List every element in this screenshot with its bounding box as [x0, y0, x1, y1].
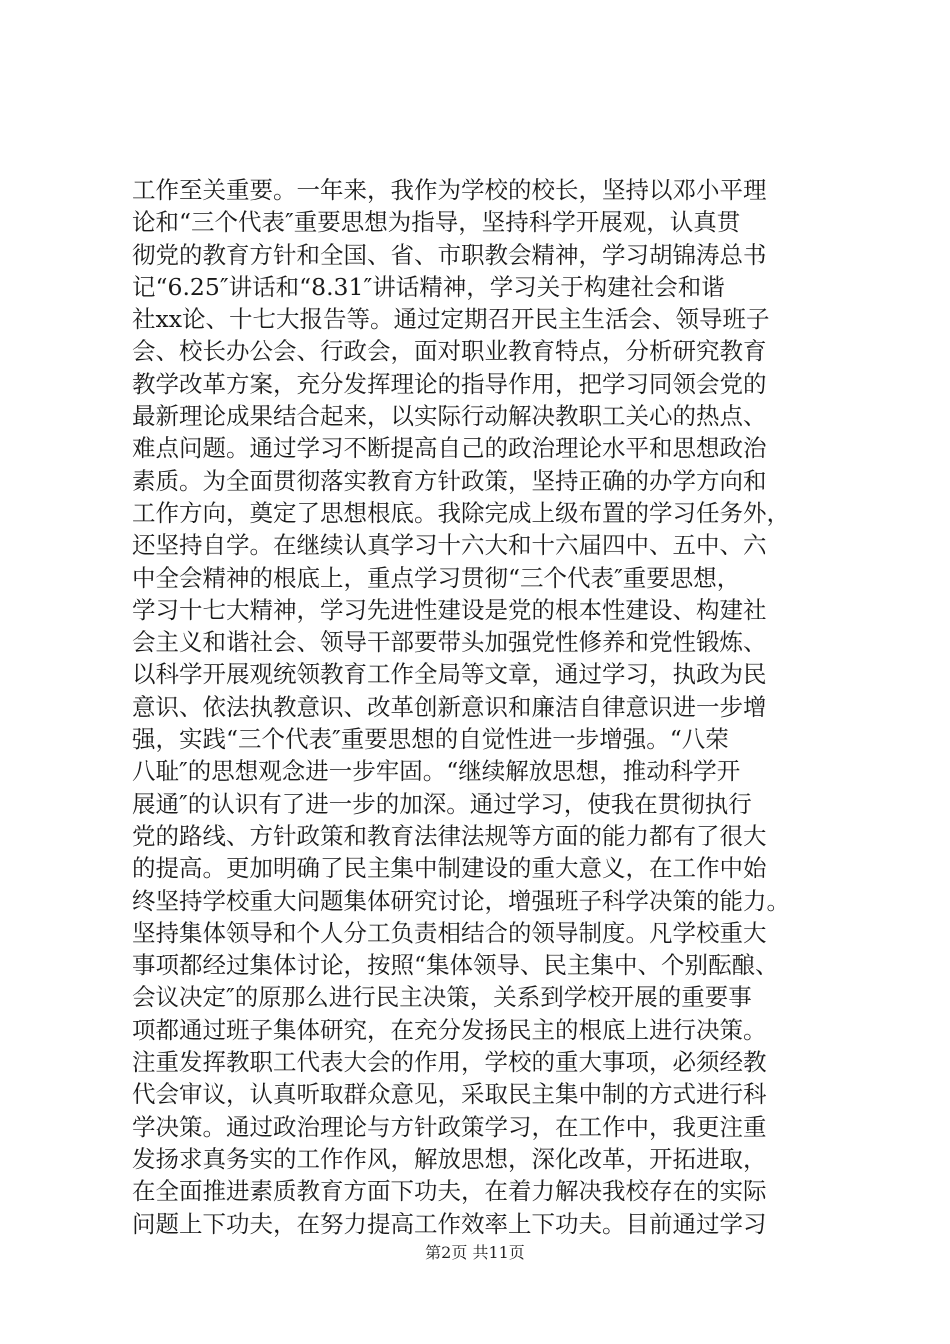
- text-line: 工作至关重要。一年来，我作为学校的校长，坚持以邓小平理: [132, 176, 767, 204]
- text-line: 还坚持自学。在继续认真学习十六大和十六届四中、五中、六: [132, 531, 767, 560]
- text-line: 意识、依法执教意识、改革创新意识和廉洁自律意识进一步增: [132, 692, 767, 721]
- text-line: 彻党的教育方针和全国、省、市职教会精神，学习胡锦涛总书: [132, 240, 767, 269]
- text-line: 问题上下功夫，在努力提高工作效率上下功夫。目前通过学习: [132, 1209, 767, 1238]
- text-line: 八耻″的思想观念进一步牢固。“继续解放思想，推动科学开: [132, 757, 741, 786]
- page-number: 第2页 共11页: [425, 1243, 525, 1262]
- text-line: 会主义和谐社会、领导干部要带头加强党性修养和党性锻炼、: [132, 628, 767, 657]
- text-line: 项都通过班子集体研究，在充分发扬民主的根底上进行决策。: [132, 1015, 767, 1044]
- body-text: [132, 174, 832, 1240]
- text-line: 社xx论、十七大报告等。通过定期召开民主生活会、领导班子: [132, 305, 770, 334]
- text-line: 发扬求真务实的工作作风，解放思想，深化改革，开拓进取，: [132, 1144, 767, 1173]
- text-line: 在全面推进素质教育方面下功夫，在着力解决我校存在的实际: [132, 1177, 767, 1206]
- text-line: 代会审议，认真听取群众意见，采取民主集中制的方式进行科: [132, 1080, 767, 1109]
- text-line: 会议决定″的原那么进行民主决策，关系到学校开展的重要事: [132, 983, 752, 1012]
- text-line: 事项都经过集体讨论，按照“集体领导、民主集中、个别酝酿、: [132, 951, 779, 980]
- text-line: 坚持集体领导和个人分工负责相结合的领导制度。凡学校重大: [132, 918, 767, 947]
- text-line: 学决策。通过政治理论与方针政策学习，在工作中，我更注重: [132, 1112, 767, 1141]
- text-line: 最新理论成果结合起来，以实际行动解决教职工关心的热点、: [132, 402, 767, 431]
- text-line: 以科学开展观统领教育工作全局等文章，通过学习，执政为民: [132, 660, 767, 689]
- text-line: 强，实践“三个代表″重要思想的自觉性进一步增强。“八荣: [132, 725, 729, 754]
- text-line: 会、校长办公会、行政会，面对职业教育特点，分析研究教育: [132, 337, 767, 366]
- text-line: 难点问题。通过学习不断提高自己的政治理论水平和思想政治: [132, 434, 767, 463]
- text-line: 展通″的认识有了进一步的加深。通过学习，使我在贯彻执行: [132, 789, 752, 818]
- text-line: 学习十七大精神，学习先进性建设是党的根本性建设、构建社: [132, 595, 767, 624]
- text-line: 工作方向，奠定了思想根底。我除完成上级布置的学习任务外，: [132, 498, 790, 527]
- text-line: 中全会精神的根底上，重点学习贯彻“三个代表″重要思想，: [132, 563, 741, 592]
- text-line: 终坚持学校重大问题集体研究讨论，增强班子科学决策的能力。: [132, 886, 790, 915]
- text-line: 的提高。更加明确了民主集中制建设的重大意义，在工作中始: [132, 854, 767, 883]
- text-line: 论和“三个代表″重要思想为指导，坚持科学开展观，认真贯: [132, 208, 741, 237]
- text-line: 注重发挥教职工代表大会的作用，学校的重大事项，必须经教: [132, 1048, 767, 1077]
- text-line: 记“6.25″讲话和“8.31″讲话精神，学习关于构建社会和谐: [132, 272, 725, 301]
- text-line: 党的路线、方针政策和教育法律法规等方面的能力都有了很大: [132, 821, 767, 850]
- text-line: 教学改革方案，充分发挥理论的指导作用，把学习同领会党的: [132, 369, 767, 398]
- text-line: 素质。为全面贯彻落实教育方针政策，坚持正确的办学方向和: [132, 466, 767, 495]
